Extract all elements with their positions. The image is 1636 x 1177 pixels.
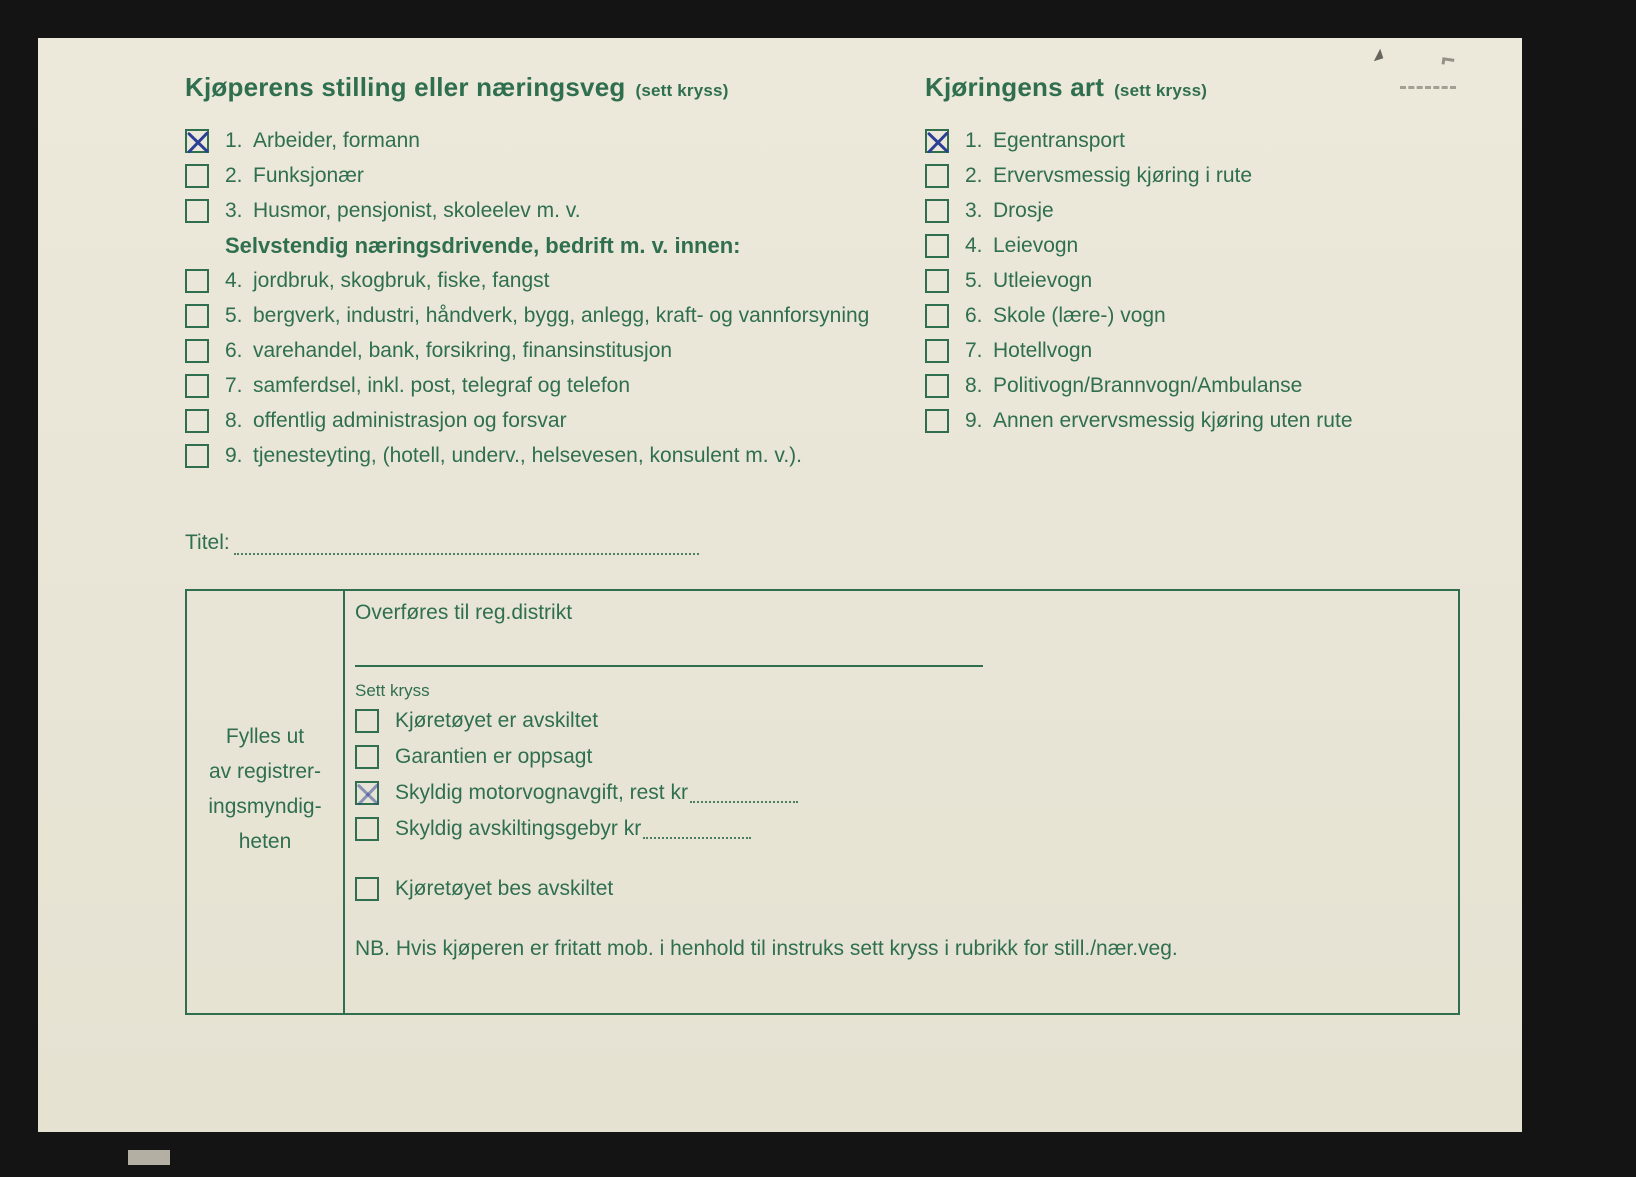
- occupation-option-row: [185, 123, 925, 158]
- transfer-district-label: Overføres til reg.distrikt: [355, 601, 573, 624]
- option-number: 3.: [965, 198, 983, 222]
- titel-dotted-line[interactable]: [234, 533, 699, 555]
- checkbox[interactable]: [925, 234, 949, 258]
- option-number: 7.: [225, 373, 243, 397]
- driving-option-row: [925, 193, 1522, 228]
- checkbox[interactable]: [355, 877, 379, 901]
- option-number: 9.: [225, 443, 243, 467]
- pen-stray-mark-icon: [1442, 57, 1455, 66]
- option-label: Hotellvogn: [993, 338, 1093, 362]
- occupation-option-row: [185, 158, 925, 193]
- nb-note: NB. Hvis kjøperen er fritatt mob. i henhold til instruks sett kryss i rubrikk for still./nær.veg.: [355, 937, 1178, 960]
- checkbox[interactable]: [925, 374, 949, 398]
- check-label: Skyldig motorvognavgift, rest kr: [395, 781, 688, 804]
- registration-authority-side-label: [187, 591, 345, 1013]
- option-number: 5.: [225, 303, 243, 327]
- check-label: Garantien er oppsagt: [395, 745, 593, 768]
- occupation-option-row: [185, 403, 925, 438]
- form-page: [38, 38, 1522, 1132]
- option-label: Egentransport: [993, 128, 1125, 152]
- option-label: bergverk, industri, håndverk, bygg, anlegg, kraft- og vannforsyning: [253, 303, 870, 327]
- option-number: 6.: [225, 338, 243, 362]
- side-label-line: Fylles ut: [225, 725, 305, 748]
- amount-dotted-line[interactable]: [643, 819, 751, 839]
- option-number: 3.: [225, 198, 243, 222]
- sett-kryss-label: Sett kryss: [355, 681, 430, 700]
- checkbox[interactable]: [355, 709, 379, 733]
- checkbox[interactable]: [925, 164, 949, 188]
- option-number: 2.: [225, 163, 243, 187]
- check-label: Kjøretøyet bes avskiltet: [395, 877, 614, 900]
- occupation-section-title: [185, 72, 925, 103]
- option-number: 1.: [225, 128, 243, 152]
- section-title-text: Kjøperens stilling eller næringsveg: [185, 72, 626, 102]
- checkbox[interactable]: [185, 304, 209, 328]
- option-number: 4.: [965, 233, 983, 257]
- checkbox[interactable]: [925, 339, 949, 363]
- option-label: varehandel, bank, forsikring, finansinstitusjon: [253, 338, 673, 362]
- option-label: Annen ervervsmessig kjøring uten rute: [993, 408, 1353, 432]
- option-columns: [38, 38, 1522, 473]
- option-number: 5.: [965, 268, 983, 292]
- checkbox[interactable]: [355, 745, 379, 769]
- option-number: 2.: [965, 163, 983, 187]
- checkbox[interactable]: [185, 409, 209, 433]
- check-label: Skyldig avskiltingsgebyr kr: [395, 817, 642, 840]
- option-label: Ervervsmessig kjøring i rute: [993, 163, 1253, 187]
- option-number: 9.: [965, 408, 983, 432]
- checkbox[interactable]: [355, 817, 379, 841]
- section-title-note: (sett kryss): [1114, 81, 1208, 100]
- occupation-option-row: [185, 263, 925, 298]
- checkbox[interactable]: [925, 409, 949, 433]
- registration-authority-box: [185, 589, 1460, 1015]
- registration-authority-content: [345, 591, 1458, 1013]
- checkbox[interactable]: [925, 304, 949, 328]
- driving-option-row: [925, 368, 1522, 403]
- option-label: Funksjonær: [253, 163, 364, 187]
- checkbox[interactable]: [185, 444, 209, 468]
- option-number: 8.: [225, 408, 243, 432]
- checkbox[interactable]: [185, 129, 209, 153]
- checkbox[interactable]: [185, 199, 209, 223]
- driving-type-section: [925, 72, 1522, 473]
- occupation-section: [185, 72, 925, 473]
- authority-check-row: [355, 775, 1438, 811]
- authority-check-row: [355, 739, 1438, 775]
- option-label: Politivogn/Brannvogn/Ambulanse: [993, 373, 1303, 397]
- checkbox[interactable]: [185, 164, 209, 188]
- option-number: 6.: [965, 303, 983, 327]
- option-number: 1.: [965, 128, 983, 152]
- amount-dotted-line[interactable]: [690, 783, 798, 803]
- titel-field: [185, 527, 1522, 555]
- option-number: 7.: [965, 338, 983, 362]
- option-label: Husmor, pensjonist, skoleelev m. v.: [253, 198, 581, 222]
- option-label: Utleievogn: [993, 268, 1093, 292]
- option-label: jordbruk, skogbruk, fiske, fangst: [253, 268, 550, 292]
- pen-stray-mark-icon: [1400, 86, 1456, 89]
- occupation-option-row: [185, 193, 925, 228]
- check-label: Kjøretøyet er avskiltet: [395, 709, 599, 732]
- driving-option-row: [925, 228, 1522, 263]
- occupation-option-row: [185, 368, 925, 403]
- option-number: 4.: [225, 268, 243, 292]
- occupation-option-row: [185, 438, 925, 473]
- side-label-line: heten: [238, 830, 292, 853]
- driving-option-row: [925, 123, 1522, 158]
- option-label: tjenesteyting, (hotell, underv., helsevesen, konsulent m. v.).: [253, 443, 803, 467]
- occupation-option-row: [185, 333, 925, 368]
- option-label: Arbeider, formann: [253, 128, 420, 152]
- side-label-line: av registrer-: [208, 760, 322, 783]
- option-label: samferdsel, inkl. post, telegraf og telefon: [253, 373, 631, 397]
- section-title-text: Kjøringens art: [925, 72, 1105, 102]
- checkbox[interactable]: [185, 339, 209, 363]
- driving-option-row: [925, 158, 1522, 193]
- option-label: Leievogn: [993, 233, 1079, 257]
- option-label: Drosje: [993, 198, 1054, 222]
- driving-option-row: [925, 263, 1522, 298]
- checkbox[interactable]: [925, 269, 949, 293]
- option-number: 8.: [965, 373, 983, 397]
- checkbox[interactable]: [185, 374, 209, 398]
- section-title-note: (sett kryss): [635, 81, 729, 100]
- driving-option-row: [925, 298, 1522, 333]
- authority-check-row: [355, 703, 1438, 739]
- driving-option-row: [925, 403, 1522, 438]
- checkbox[interactable]: [925, 199, 949, 223]
- option-label: Skole (lære-) vogn: [993, 303, 1166, 327]
- occupation-subheader: Selvstendig næringsdrivende, bedrift m. v. innen:: [225, 232, 741, 258]
- scan-artifact: [128, 1150, 170, 1165]
- checkbox[interactable]: [185, 269, 209, 293]
- occupation-option-row: [185, 298, 925, 333]
- checkbox[interactable]: [355, 781, 379, 805]
- option-label: offentlig administrasjon og forsvar: [253, 408, 567, 432]
- transfer-district-input-line[interactable]: [355, 665, 983, 667]
- checkbox[interactable]: [925, 129, 949, 153]
- titel-label: Titel:: [185, 531, 230, 554]
- authority-check-row: [355, 811, 1438, 847]
- driving-option-row: [925, 333, 1522, 368]
- side-label-line: ingsmyndig-: [208, 795, 322, 818]
- authority-check-row: [355, 871, 1438, 907]
